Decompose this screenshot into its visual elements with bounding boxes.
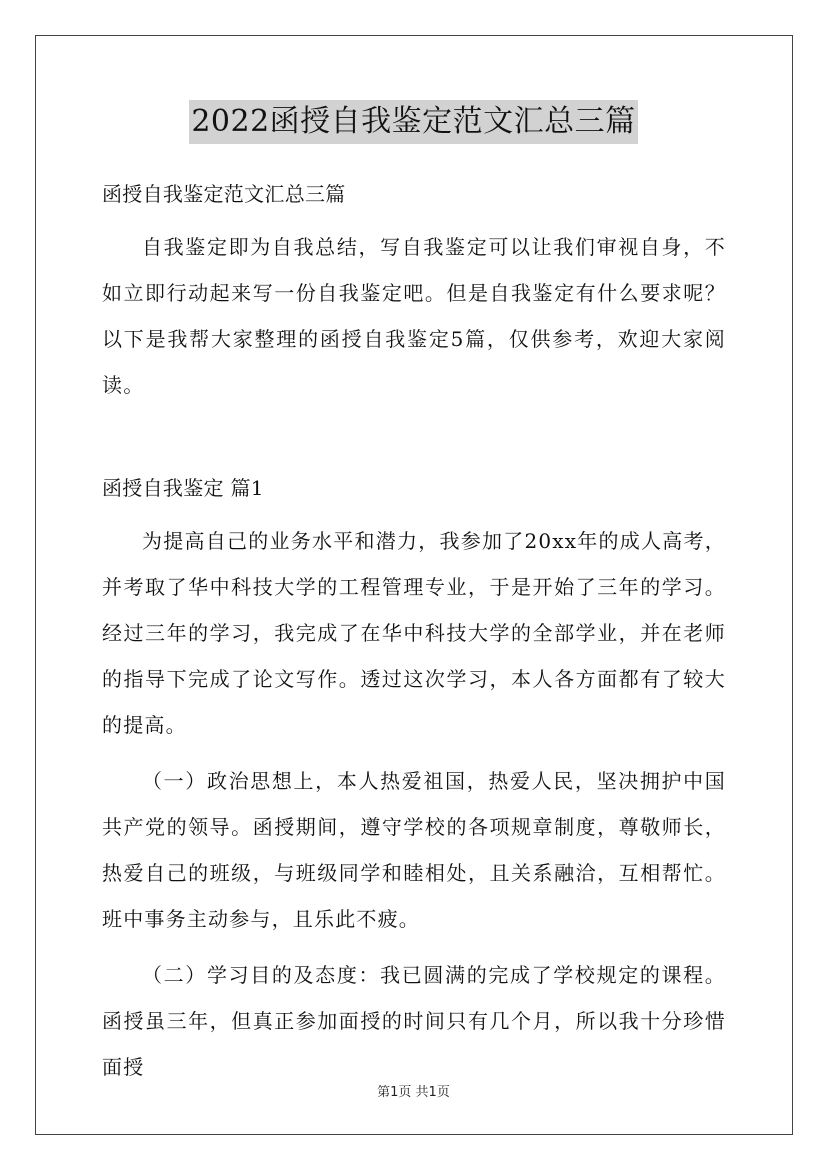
body-paragraph: 为提高自己的业务水平和潜力，我参加了20xx年的成人高考，并考取了华中科技大学的工程管理专业，于是开始了三年的学习。经过三年的学习，我完成了在华中科技大学的全部学业，并在老师的指导下完成了论文写作。透过这次学习，本人各方面都有了较大的提高。: [102, 529, 726, 737]
page-number-footer: 第1页 共1页: [377, 1085, 450, 1100]
title-container: [0, 100, 827, 144]
body-paragraph: （一）政治思想上，本人热爱祖国，热爱人民，坚决拥护中国共产党的领导。函授期间，遵守学校的各项规章制度，尊敬师长，热爱自己的班级，与班级同学和睦相处，且关系融洽，互相帮忙。班中事务主动参与，且乐此不疲。: [102, 769, 726, 931]
intro-paragraph: 自我鉴定即为自我总结，写自我鉴定可以让我们审视自身，不如立即行动起来写一份自我鉴定吧。但是自我鉴定有什么要求呢？以下是我帮大家整理的函授自我鉴定5篇，仅供参考，欢迎大家阅读。: [102, 235, 726, 397]
body-paragraph: （二）学习目的及态度：我已圆满的完成了学校规定的课程。函授虽三年，但真正参加面授的时间只有几个月，所以我十分珍惜面授: [102, 963, 726, 1079]
document-title: 2022函授自我鉴定范文汇总三篇: [189, 100, 637, 144]
document-subtitle: 函授自我鉴定范文汇总三篇: [102, 182, 346, 206]
document-body: [102, 174, 726, 1090]
section-heading: 函授自我鉴定 篇1: [102, 476, 264, 500]
